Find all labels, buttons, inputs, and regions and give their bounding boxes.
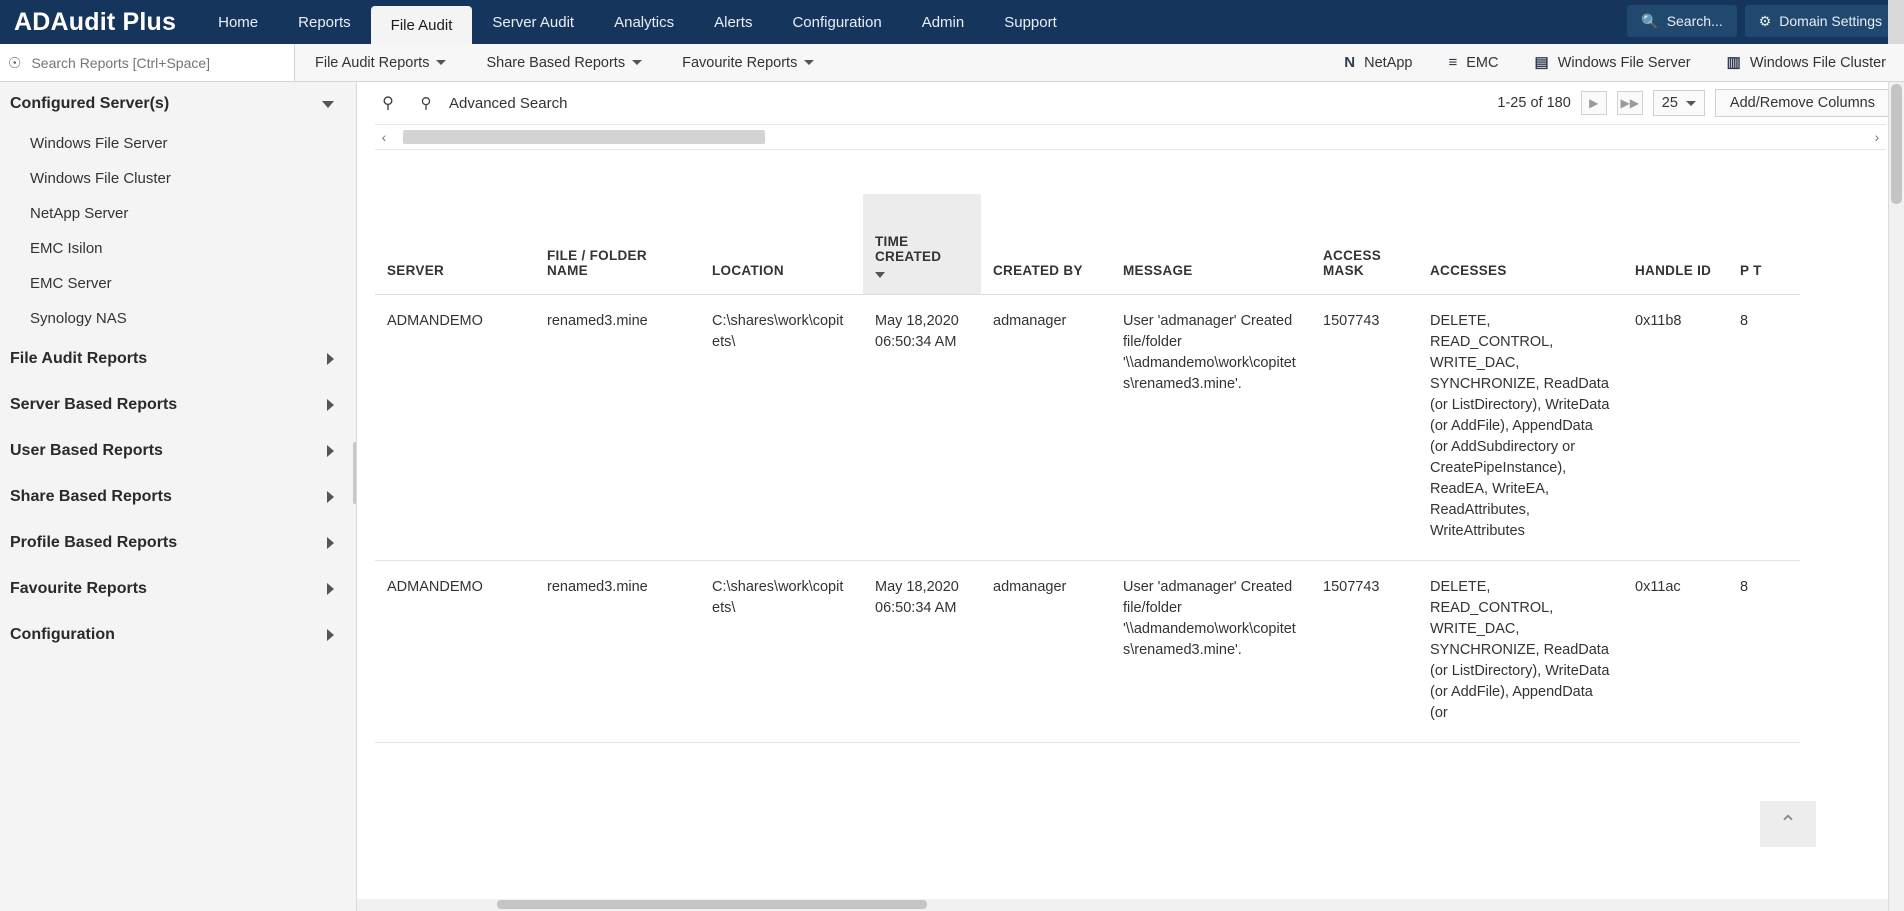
sidebar-group-user-based-reports[interactable] bbox=[0, 428, 356, 474]
toolbar-right-group bbox=[1497, 89, 1904, 117]
cell-created-by: admanager bbox=[981, 560, 1111, 742]
table-row[interactable] bbox=[375, 560, 1800, 742]
cell-server: ADMANDEMO bbox=[375, 294, 535, 560]
dropdown-file-audit-reports-label: File Audit Reports bbox=[315, 54, 430, 71]
column-header-server[interactable]: SERVER bbox=[375, 194, 535, 294]
cell-extra: 8 bbox=[1728, 560, 1800, 742]
sidebar-section-configured-servers[interactable] bbox=[0, 82, 356, 126]
chevron-right-icon bbox=[327, 353, 334, 365]
nav-item-reports[interactable]: Reports bbox=[298, 13, 351, 31]
cell-handle-id: 0x11ac bbox=[1623, 560, 1728, 742]
cell-created-by: admanager bbox=[981, 294, 1111, 560]
cell-handle-id: 0x11b8 bbox=[1623, 294, 1728, 560]
nav-item-server-audit[interactable]: Server Audit bbox=[492, 13, 575, 31]
sidebar-item-emc-server[interactable]: EMC Server bbox=[30, 275, 112, 292]
dropdown-file-audit-reports[interactable] bbox=[295, 44, 466, 81]
cell-server: ADMANDEMO bbox=[375, 560, 535, 742]
windows-file-cluster-icon: ▥ bbox=[1726, 54, 1741, 71]
sidebar-item-emc-isilon[interactable]: EMC Isilon bbox=[30, 240, 103, 257]
horizontal-scroll-thumb[interactable] bbox=[497, 900, 927, 909]
nav-item-support[interactable]: Support bbox=[1004, 13, 1057, 31]
sidebar-group-configuration-label: Configuration bbox=[10, 626, 115, 643]
page-size-value: 25 bbox=[1661, 95, 1678, 111]
report-table-container bbox=[375, 194, 1892, 911]
advanced-search-button[interactable] bbox=[413, 90, 567, 116]
search-input[interactable] bbox=[29, 54, 294, 72]
sidebar-group-file-audit-reports-label: File Audit Reports bbox=[10, 350, 148, 367]
column-header-handle-id[interactable]: HANDLE ID bbox=[1623, 194, 1728, 294]
nav-item-admin[interactable]: Admin bbox=[921, 13, 965, 31]
server-tab-windows-file-cluster[interactable] bbox=[1709, 44, 1904, 81]
cell-location: C:\shares\work\copitets\ bbox=[700, 560, 863, 742]
sidebar-group-server-based-reports[interactable] bbox=[0, 382, 356, 428]
domain-settings-label: Domain Settings bbox=[1779, 13, 1882, 29]
chevron-down-icon bbox=[322, 101, 334, 108]
cell-message: User 'admanager' Created file/folder '\\admandemo\work\copitets\renamed3.mine'. bbox=[1111, 560, 1311, 742]
report-toolbar bbox=[357, 82, 1904, 124]
sidebar-section-configured-servers-label: Configured Server(s) bbox=[10, 95, 170, 112]
search-reports-icon: ☉ bbox=[8, 54, 22, 72]
chevron-right-icon bbox=[327, 445, 334, 457]
column-header-time-created[interactable] bbox=[863, 194, 981, 294]
cell-file-folder-name[interactable]: renamed3.mine bbox=[535, 560, 700, 742]
dropdown-favourite-reports[interactable] bbox=[662, 44, 834, 81]
chevron-down-icon bbox=[436, 60, 446, 65]
sidebar-item-windows-file-server[interactable]: Windows File Server bbox=[30, 135, 168, 152]
table-horizontal-scrollbar[interactable] bbox=[375, 124, 1886, 150]
column-header-message[interactable]: MESSAGE bbox=[1111, 194, 1311, 294]
cell-access-mask: 1507743 bbox=[1311, 560, 1418, 742]
server-tab-emc[interactable] bbox=[1431, 44, 1517, 81]
page-size-selector[interactable] bbox=[1653, 90, 1705, 116]
scroll-thumb[interactable] bbox=[403, 130, 765, 144]
table-header-row bbox=[375, 194, 1800, 294]
chevron-right-icon bbox=[327, 629, 334, 641]
windows-file-server-icon: ▤ bbox=[1534, 54, 1549, 71]
sidebar-group-favourite-reports[interactable] bbox=[0, 566, 356, 612]
nav-item-file-audit[interactable]: File Audit bbox=[371, 6, 473, 44]
sidebar-item-netapp-server[interactable]: NetApp Server bbox=[30, 205, 129, 222]
vertical-scroll-thumb[interactable] bbox=[1891, 84, 1902, 204]
advanced-search-label: Advanced Search bbox=[449, 94, 568, 112]
cell-message: User 'admanager' Created file/folder '\\admandemo\work\copitets\renamed3.mine'. bbox=[1111, 294, 1311, 560]
page-vertical-scrollbar[interactable] bbox=[1888, 82, 1904, 911]
sidebar-group-server-based-reports-label: Server Based Reports bbox=[10, 396, 178, 413]
server-type-tabs bbox=[1326, 44, 1904, 81]
sidebar-group-share-based-reports[interactable] bbox=[0, 474, 356, 520]
server-tab-netapp-label: NetApp bbox=[1364, 54, 1413, 71]
netapp-icon: N bbox=[1344, 54, 1356, 71]
global-search-label: Search... bbox=[1666, 13, 1723, 29]
search-icon: 🔍 bbox=[1641, 12, 1659, 29]
column-header-file-folder-name[interactable]: FILE / FOLDER NAME bbox=[535, 194, 700, 294]
scroll-left-icon[interactable]: ‹ bbox=[381, 129, 387, 145]
cell-accesses: DELETE, READ_CONTROL, WRITE_DAC, SYNCHRONIZE, ReadData (or ListDirectory), WriteData (or AddFile), AppendData (or AddSubdirectory or CreatePipeInstance), ReadEA, WriteEA, ReadAttributes, WriteAttributes bbox=[1418, 294, 1623, 560]
sort-descending-icon bbox=[875, 272, 885, 278]
column-header-location[interactable]: LOCATION bbox=[700, 194, 863, 294]
cell-time-created: May 18,2020 06:50:34 AM bbox=[863, 294, 981, 560]
column-header-time-created-label: TIME CREATED bbox=[875, 233, 942, 264]
cell-location: C:\shares\work\copitets\ bbox=[700, 294, 863, 560]
reports-search-box[interactable] bbox=[0, 44, 295, 81]
chevron-right-icon bbox=[327, 399, 334, 411]
sidebar-item-synology-nas[interactable]: Synology NAS bbox=[30, 310, 127, 327]
sidebar-group-favourite-reports-label: Favourite Reports bbox=[10, 580, 147, 597]
top-right-actions bbox=[1627, 5, 1896, 37]
dropdown-share-based-reports[interactable] bbox=[466, 44, 662, 81]
advanced-search-icon: ⚲ bbox=[420, 95, 432, 112]
last-page-button[interactable]: ▶▶ bbox=[1617, 91, 1643, 115]
page-body bbox=[0, 82, 1904, 911]
dropdown-share-based-reports-label: Share Based Reports bbox=[486, 54, 626, 71]
chevron-down-icon bbox=[632, 60, 642, 65]
chevron-right-icon bbox=[327, 537, 334, 549]
global-search-button[interactable] bbox=[1627, 5, 1736, 37]
chevron-down-icon bbox=[1686, 101, 1696, 106]
main-content bbox=[357, 82, 1904, 911]
sidebar-item-windows-file-cluster[interactable]: Windows File Cluster bbox=[30, 170, 171, 187]
page-horizontal-scrollbar[interactable] bbox=[357, 899, 1888, 911]
nav-item-alerts[interactable]: Alerts bbox=[714, 13, 753, 31]
sidebar-group-profile-based-reports-label: Profile Based Reports bbox=[10, 534, 178, 551]
next-page-button[interactable]: ▶ bbox=[1581, 91, 1607, 115]
scroll-right-icon[interactable]: › bbox=[1874, 129, 1880, 145]
domain-settings-button[interactable] bbox=[1745, 5, 1896, 37]
pagination-status: 1-25 of 180 bbox=[1497, 95, 1571, 111]
column-header-extra[interactable]: P T bbox=[1728, 194, 1800, 294]
report-table bbox=[375, 194, 1800, 743]
chevron-right-icon bbox=[327, 583, 334, 595]
column-header-accesses[interactable]: ACCESSES bbox=[1418, 194, 1623, 294]
scroll-track[interactable] bbox=[393, 130, 1868, 144]
search-remove-icon[interactable]: ⚲ bbox=[382, 95, 394, 112]
nav-item-home[interactable]: Home bbox=[218, 13, 259, 31]
column-header-created-by[interactable]: CREATED BY bbox=[981, 194, 1111, 294]
app-brand: ADAudit Plus bbox=[14, 7, 177, 36]
sidebar bbox=[0, 82, 357, 911]
nav-item-configuration[interactable]: Configuration bbox=[792, 13, 882, 31]
chevron-right-icon bbox=[327, 491, 334, 503]
cell-extra: 8 bbox=[1728, 294, 1800, 560]
sidebar-group-file-audit-reports[interactable] bbox=[0, 336, 356, 382]
server-tab-emc-label: EMC bbox=[1466, 54, 1499, 71]
column-header-access-mask[interactable]: ACCESS MASK bbox=[1311, 194, 1418, 294]
top-nav-items bbox=[198, 0, 1077, 44]
secondary-toolbar bbox=[0, 44, 1904, 82]
server-tab-windows-file-cluster-label: Windows File Cluster bbox=[1749, 54, 1886, 71]
chevron-down-icon bbox=[804, 60, 814, 65]
cell-file-folder-name[interactable]: renamed3.mine bbox=[535, 294, 700, 560]
window-scrollbar-top-stub bbox=[1888, 0, 1904, 44]
cell-time-created: May 18,2020 06:50:34 AM bbox=[863, 560, 981, 742]
table-row[interactable] bbox=[375, 294, 1800, 560]
server-tab-netapp[interactable] bbox=[1326, 44, 1430, 81]
cell-accesses: DELETE, READ_CONTROL, WRITE_DAC, SYNCHRONIZE, ReadData (or ListDirectory), WriteData (or AddFile), AppendData (or bbox=[1418, 560, 1623, 742]
add-remove-columns-button[interactable]: Add/Remove Columns bbox=[1715, 89, 1890, 117]
gear-icon: ⚙ bbox=[1758, 12, 1772, 29]
sidebar-group-profile-based-reports[interactable] bbox=[0, 520, 356, 566]
server-tab-windows-file-server[interactable] bbox=[1517, 44, 1709, 81]
chevron-up-icon: ⌃ bbox=[1778, 811, 1798, 836]
top-navigation-bar bbox=[0, 0, 1904, 44]
emc-icon: ≡ bbox=[1448, 54, 1458, 71]
server-tab-windows-file-server-label: Windows File Server bbox=[1557, 54, 1691, 71]
sidebar-group-configuration[interactable] bbox=[0, 612, 356, 658]
nav-item-analytics[interactable]: Analytics bbox=[614, 13, 675, 31]
sidebar-group-share-based-reports-label: Share Based Reports bbox=[10, 488, 172, 505]
dropdown-favourite-reports-label: Favourite Reports bbox=[682, 54, 798, 71]
scroll-to-top-button[interactable] bbox=[1760, 801, 1816, 847]
sidebar-group-user-based-reports-label: User Based Reports bbox=[10, 442, 163, 459]
cell-access-mask: 1507743 bbox=[1311, 294, 1418, 560]
